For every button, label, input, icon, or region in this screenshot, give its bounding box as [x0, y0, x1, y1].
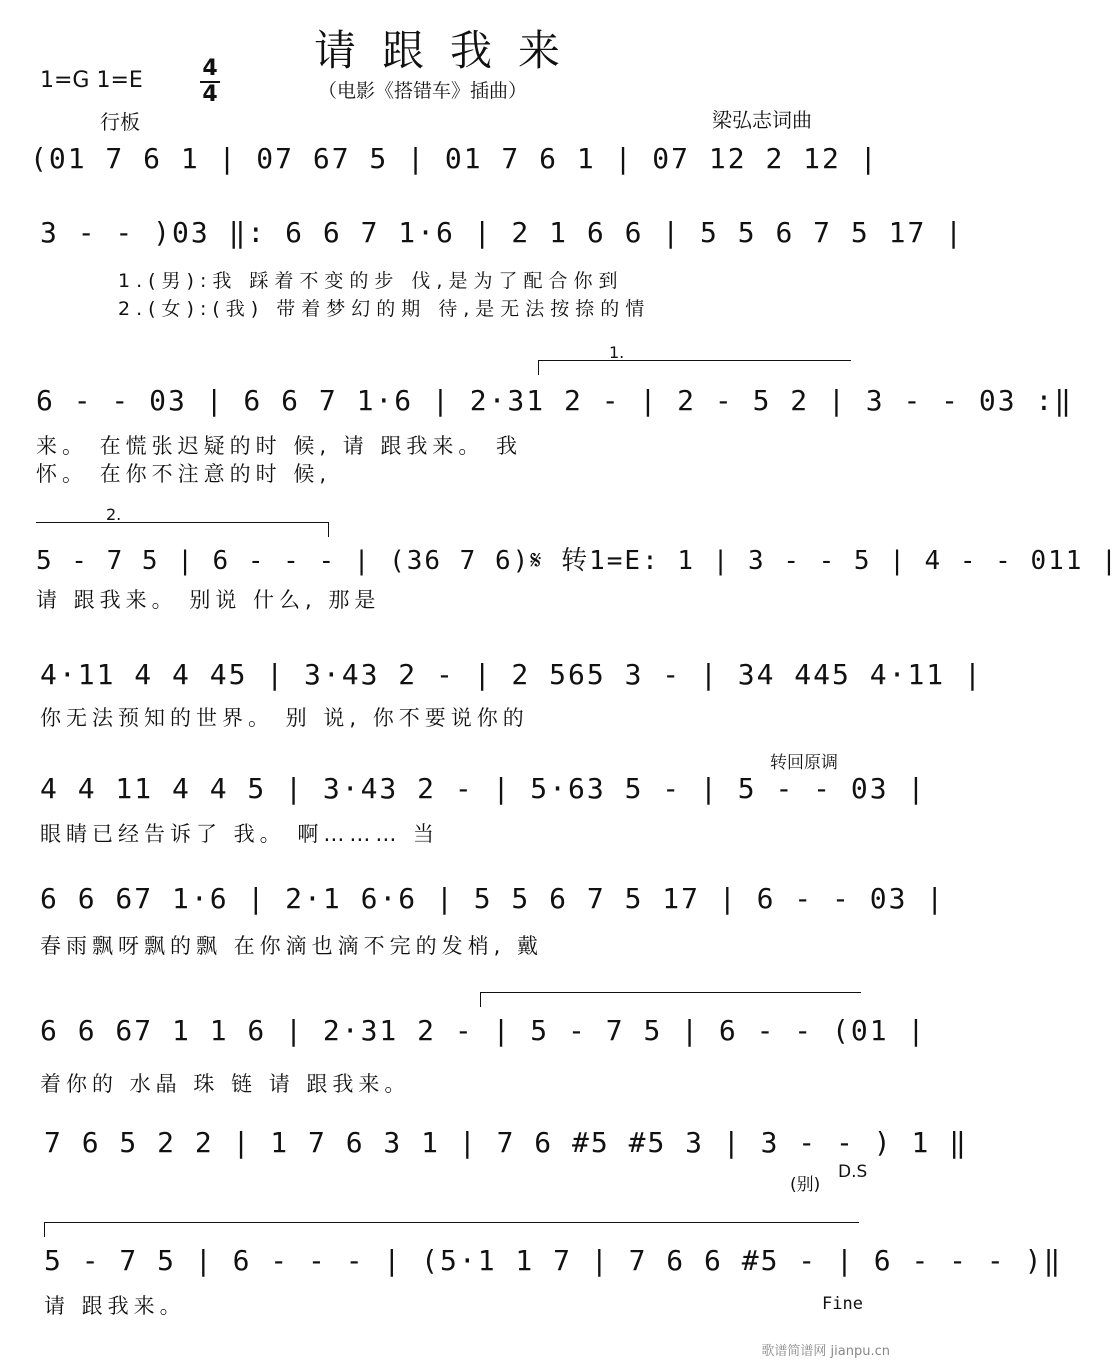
lyrics-row-2-verse-1: 1.(男):我 踩着不变的步 伐,是为了配合你到	[118, 270, 624, 292]
author: 梁弘志词曲	[712, 108, 812, 132]
lyrics-row-3-verse-2: 怀。 在你不注意的时 候,	[36, 462, 332, 486]
time-signature	[200, 58, 220, 106]
notation-row-6: 4 4 11 4 4 5 | 3·43 2 - | 5·63 5 - | 5 - - 03 |	[40, 772, 927, 805]
fine-mark: Fine	[822, 1294, 863, 1314]
time-bottom: 4	[202, 82, 218, 107]
final-bracket	[44, 1222, 859, 1237]
lyrics-row-2-verse-2: 2.(女):(我) 带着梦幻的期 待,是无法按捺的情	[118, 298, 651, 320]
lyrics-row-9: (别)	[790, 1175, 821, 1195]
lyrics-row-5: 你无法预知的世界。 别 说, 你不要说你的	[40, 706, 529, 730]
key-signature: 1=G 1=E	[40, 68, 143, 93]
volta-1: 1.	[538, 360, 851, 375]
notation-row-9: 7 6 5 2 2 | 1 7 6 3 1 | 7 6 #5 #5 3 | 3 - - ) 1 ‖	[44, 1126, 969, 1159]
song-title: 请跟我来	[313, 26, 586, 75]
notation-row-5: 4·11 4 4 45 | 3·43 2 - | 2 565 3 - | 34 445 4·11 |	[40, 658, 983, 691]
key-return-note: 转回原调	[770, 753, 838, 773]
lyrics-row-3-verse-1: 来。 在慌张迟疑的时 候, 请 跟我来。 我	[36, 434, 523, 458]
notation-row-8: 6 6 67 1 1 6 | 2·31 2 - | 5 - 7 5 | 6 - - (01 |	[40, 1014, 927, 1047]
notation-row-2: 3 - - )03 ‖: 6 6 7 1·6 | 2 1 6 6 | 5 5 6 7 5 17 |	[40, 216, 965, 249]
tempo-marking: 行板	[100, 110, 140, 134]
lyrics-row-7: 春雨飘呀飘的飘 在你滴也滴不完的发梢, 戴	[40, 934, 544, 958]
dal-segno-mark: D.S	[838, 1162, 868, 1182]
lyrics-row-6: 眼睛已经告诉了 我。 啊……… 当	[40, 822, 440, 846]
time-top: 4	[202, 56, 218, 81]
notation-row-3: 6 - - 03 | 6 6 7 1·6 | 2·31 2 - | 2 - 5 2 | 3 - - 03 :‖	[36, 384, 1074, 417]
watermark: 歌谱简谱网 jianpu.cn	[761, 1344, 890, 1359]
notation-row-7: 6 6 67 1·6 | 2·1 6·6 | 5 5 6 7 5 17 | 6 - - 03 |	[40, 882, 946, 915]
notation-row-1: (01 7 6 1 | 07 67 5 | 01 7 6 1 | 07 12 2 12 |	[30, 142, 879, 175]
lyrics-row-8: 着你的 水晶 珠 链 请 跟我来。	[40, 1072, 411, 1096]
notation-row-10: 5 - 7 5 | 6 - - - | (5·1 1 7 | 7 6 6 #5 - | 6 - - - )‖	[44, 1244, 1063, 1277]
lyrics-row-4: 请 跟我来。 别说 什么, 那是	[36, 588, 381, 612]
lyrics-row-10: 请 跟我来。	[44, 1294, 186, 1318]
notation-row-4: 5 - 7 5 | 6 - - - | (36 7 6)𝄋 转1=E: 1 | 3 - - 5 | 4 - - 011 |	[36, 546, 1119, 576]
coda-bracket	[480, 992, 861, 1007]
subtitle: （电影《搭错车》插曲）	[318, 80, 528, 102]
volta-2: 2.	[36, 522, 329, 537]
